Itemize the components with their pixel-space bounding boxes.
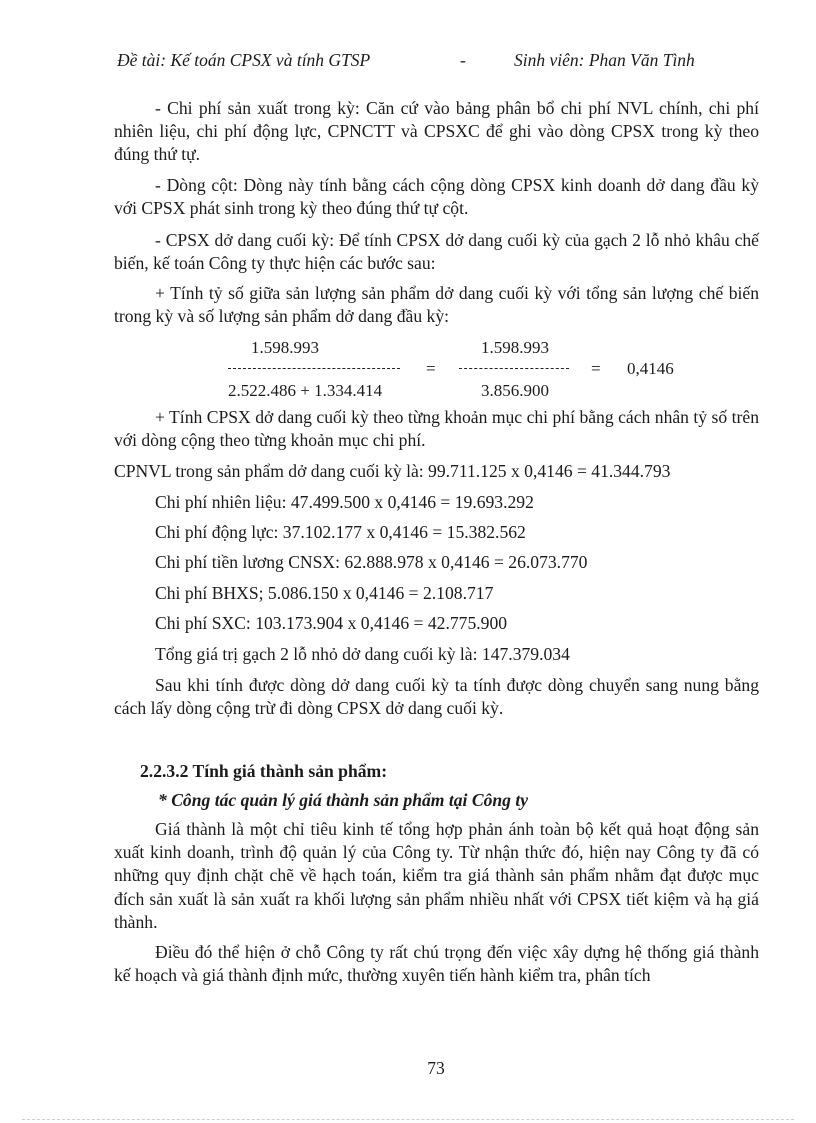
calc-nhien-lieu: Chi phí nhiên liệu: 47.499.500 x 0,4146 = 19.693.292 bbox=[155, 492, 534, 512]
formula-result: 0,4146 bbox=[627, 359, 674, 378]
formula-fraction-bar-right bbox=[459, 368, 569, 369]
formula-numerator-left: 1.598.993 bbox=[251, 338, 319, 357]
paragraph-ty-so: + Tính tỷ số giữa sản lượng sản phẩm dở dang cuối kỳ với tổng sản lượng chế biến trong kỳ và số lượng sản phẩm dở dang đầu kỳ: bbox=[114, 283, 759, 327]
header-separator: - bbox=[460, 50, 466, 70]
page-number: 73 bbox=[427, 1058, 445, 1078]
paragraph-cpsx-do-dang: - CPSX dở dang cuối kỳ: Để tính CPSX dở dang cuối kỳ của gạch 2 lỗ nhỏ khâu chế biến, kế toán Công ty thực hiện các bước sau: bbox=[114, 230, 759, 274]
page-bottom-rule bbox=[22, 1119, 794, 1120]
paragraph-dong-cot: - Dòng cột: Dòng này tính bằng cách cộng dòng CPSX kinh doanh dở dang đầu kỳ với CPSX phát sinh trong kỳ theo đúng thứ tự cột. bbox=[114, 175, 759, 219]
calc-tien-luong: Chi phí tiền lương CNSX: 62.888.978 x 0,4146 = 26.073.770 bbox=[155, 552, 588, 572]
header-student: Sinh viên: Phan Văn Tình bbox=[514, 50, 695, 70]
formula-denominator-left: 2.522.486 + 1.334.414 bbox=[228, 381, 383, 400]
formula-equals-2: = bbox=[591, 359, 601, 378]
paragraph-cpsx-trong-ky: - Chi phí sản xuất trong kỳ: Căn cứ vào bảng phân bổ chi phí NVL chính, chi phí nhiên liệu, chi phí động lực, CPNCTT và CPSXC để ghi vào dòng CPSX trong kỳ theo đúng thứ tự. bbox=[114, 98, 759, 165]
section-heading: 2.2.3.2 Tính giá thành sản phẩm: bbox=[140, 761, 388, 781]
calc-dong-luc: Chi phí động lực: 37.102.177 x 0,4146 = 15.382.562 bbox=[155, 522, 526, 542]
calc-cpnvl: CPNVL trong sản phẩm dở dang cuối kỳ là: 99.711.125 x 0,4146 = 41.344.793 bbox=[114, 461, 671, 481]
paragraph-nhan-ty-so: + Tính CPSX dở dang cuối kỳ theo từng khoản mục chi phí bằng cách nhân tỷ số trên với dòng cộng theo từng khoản mục chi phí. bbox=[114, 407, 759, 451]
calc-sxc: Chi phí SXC: 103.173.904 x 0,4146 = 42.775.900 bbox=[155, 613, 508, 633]
paragraph-gia-thanh: Giá thành là một chỉ tiêu kinh tế tổng hợp phản ánh toàn bộ kết quả hoạt động sản xuất kinh doanh, trình độ quản lý của Công ty. Từ nhận thức đó, hiện nay Công ty đã có những quy định chặt chẽ về hạch toán, kiểm tra giá thành sản phẩm nhằm đạt được mục đích sản xuất là sản xuất ra khối lượng sản phẩm nhiều nhất với CPSX tiết kiệm và hạ giá thành. bbox=[114, 819, 759, 932]
formula-equals-1: = bbox=[426, 359, 436, 378]
calc-tong-gia-tri: Tổng giá trị gạch 2 lỗ nhỏ dở dang cuối kỳ là: 147.379.034 bbox=[155, 644, 570, 664]
header-topic: Đề tài: Kế toán CPSX và tính GTSP bbox=[117, 50, 371, 70]
formula-denominator-right: 3.856.900 bbox=[481, 381, 549, 400]
formula-fraction-bar-left bbox=[228, 368, 400, 369]
paragraph-he-thong-gia-thanh: Điều đó thể hiện ở chỗ Công ty rất chú trọng đến việc xây dựng hệ thống giá thành kế hoạch và giá thành định mức, thường xuyên tiến hành kiểm tra, phân tích bbox=[114, 942, 759, 986]
paragraph-chuyen-sang-nung: Sau khi tính được dòng dở dang cuối kỳ ta tính được dòng chuyển sang nung bằng cách lấy dòng cộng trừ đi dòng CPSX dở dang cuối kỳ. bbox=[114, 675, 759, 719]
calc-bhxs: Chi phí BHXS; 5.086.150 x 0,4146 = 2.108.717 bbox=[155, 583, 494, 603]
section-subheading: * Công tác quản lý giá thành sản phẩm tại Công ty bbox=[158, 790, 529, 810]
formula-numerator-right: 1.598.993 bbox=[481, 338, 549, 357]
